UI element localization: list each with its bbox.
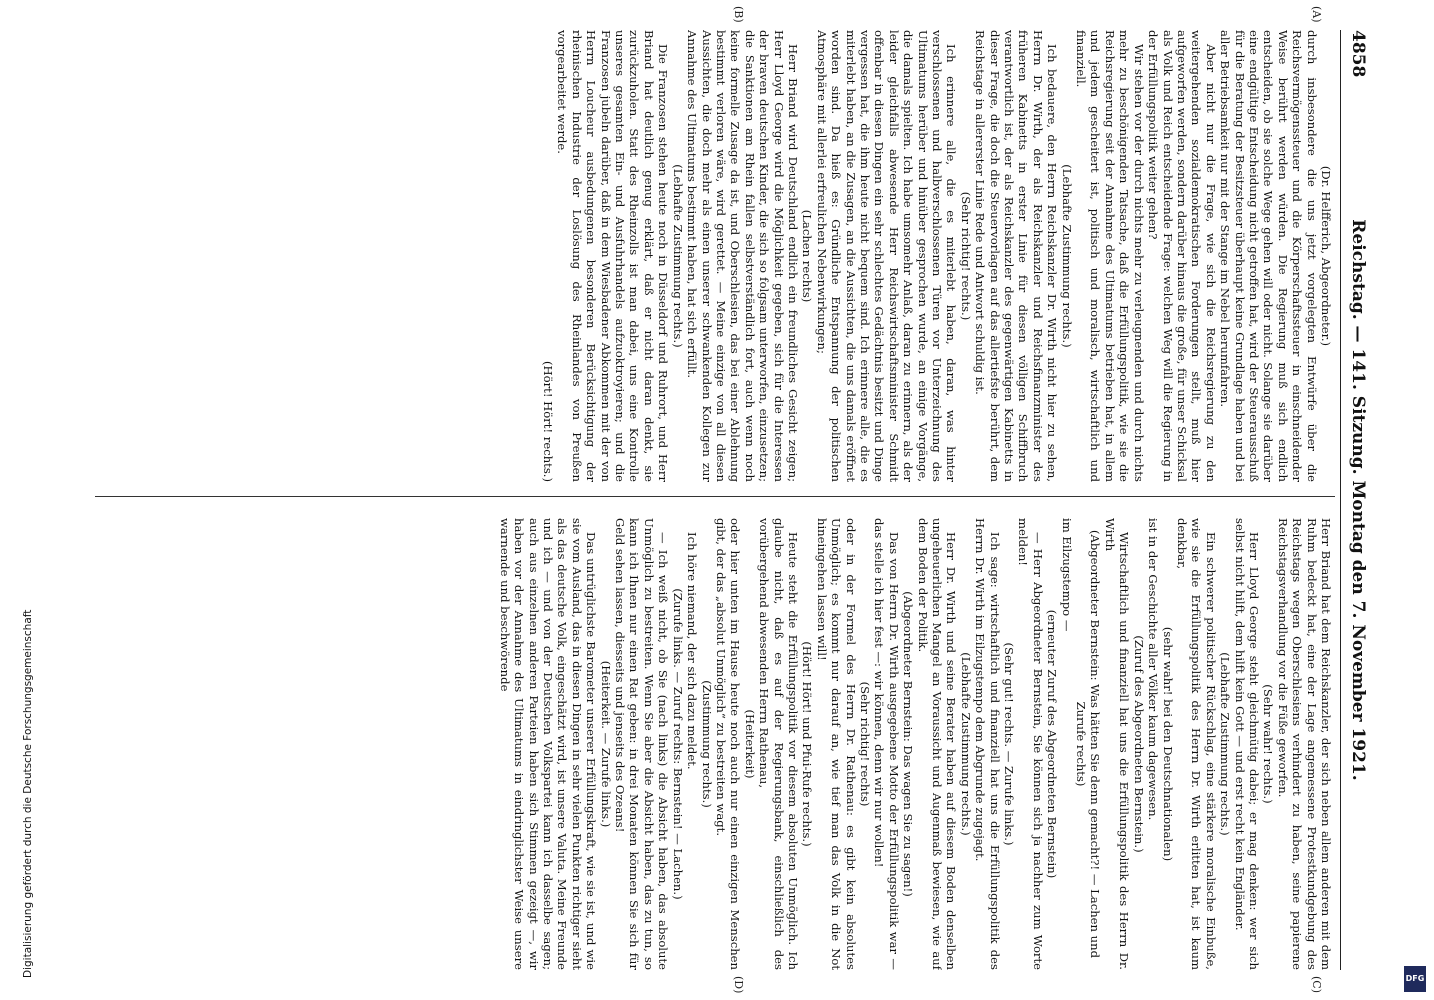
dfg-logo: DFG — [1404, 966, 1426, 992]
parliament-remark: (Heiterkeit. — Zurufe links.) — [598, 660, 613, 828]
page-number: 4858 — [1348, 30, 1368, 78]
parliament-remark: (Sehr richtig! rechts) — [858, 681, 872, 807]
speech-paragraph: Herr Briand hat dem Reichskanzler, der sich neben allem anderen mit dem Ruhm bedeckt hat, eine der Lage angemessene Protestkundgebung des Reichstags wegen Oberschlesiens verhindert zu haben, seine papierene Reichstagsverhandlung vor die Füße geworfen. — [1275, 518, 1333, 970]
speech-paragraph: Das von Herrn Dr. Wirth ausgegebene Motto der Erfüllungspolitik war — das stelle ich hier fest —: wir können, denn wir nur wollen! — [872, 518, 901, 970]
page-header — [1345, 30, 1371, 970]
speech-paragraph: durch insbesondere die uns jetzt vorgelegten Entwürfe über die Reichsvermögenssteuer und die Körperschaftssteuer in einschneidender Weise berührt werden würden. Die Regierung muß sich endlich entscheiden, ob sie solche Wege gehen will oder nicht. Solange sie darüber eine endgültige Entscheidung nicht getroffen hat, wird der Steuerausschuß für die Beratung der Besitzsteuer überhaupt keine Grundlage haben und bei aller Betriebsamkeit nur mit der Stange im Nebel herumfahren. — [1218, 30, 1319, 482]
parliament-remark: (Lebhafte Zustimmung rechts.) — [1059, 164, 1074, 348]
parliament-remark: (Dr. Helfferich, Abgeordneter.) — [1319, 165, 1333, 347]
margin-marker-a: (A) — [1310, 6, 1323, 23]
speech-paragraph: oder in der Formel des Herrn Dr. Rathenau: es gibt kein absolutes Unmöglich; es kommt nur darauf an, wie tief man das Volk in die Not hineingehen lassen will! — [814, 518, 858, 970]
speech-paragraph: Wir stehen vor der durch nichts mehr zu verleugnenden und durch nichts mehr zu beschönigenden Tatsache, daß die Erfüllungspolitik, wie sie die Reichsregierung seit der Annahme des Ultimatums betrieben hat, in allem und jedem gescheitert ist, politisch und moralisch, wirtschaftlich und finanziell. — [1074, 30, 1146, 482]
digitization-footer — [1398, 20, 1428, 980]
speech-paragraph: Ich höre niemand, der sich dazu meldet. — [685, 532, 700, 770]
parliament-remark: (Sehr gut! rechts. — Zurufe links.) — [1002, 642, 1017, 846]
speech-paragraph: im Eilzugstempo — — [1059, 518, 1074, 632]
parliament-remark: (Hört! Hört! rechts.) — [541, 361, 556, 482]
speech-paragraph: Ein schwerer politischer Rückschlag, eine stärkere moralische Einbuße, wie sie die Erfüllungspolitik des Herrn Dr. Wirth erlitten hat, ist kaum denkbar, — [1174, 518, 1218, 970]
margin-marker-b: (B) — [732, 6, 745, 23]
speech-paragraph: Herr Dr. Wirth und seine Berater haben auf diesem Boden denselben ungeheuerlichen Mangel an Voraussicht und Augenmaß bewiesen, wie auf dem Boden der Politik. — [915, 518, 959, 970]
parliament-remark: (sehr wahr! bei den Deutschnationalen) — [1160, 626, 1175, 862]
speech-paragraph: — Herr Abgeordneter Bernstein, Sie können sich ja nachher zum Worte melden! — [1016, 518, 1045, 970]
speech-paragraph: Aber nicht nur die Frage, wie sich die Reichsregierung zu den weitergehenden sozialdemokratischen Forderungen stellt, muß hier aufgeworfen werden, sondern darüber hinaus die große, für unser Schicksal als Volk und Reich entscheidende Frage: welchen Weg will die Regierung in der Erfüllungspolitik weiter gehen? — [1146, 30, 1218, 482]
speech-paragraph: Ich sage: wirtschaftlich und finanziell hat uns die Erfüllungspolitik des Herrn Dr. Wirth im Eilzugstempo dem Abgrunde zugejagt. — [973, 518, 1002, 970]
header-rule — [1340, 30, 1341, 970]
speech-paragraph: Das untrüglichste Barometer unserer Erfüllungskraft, wie sie ist, und wie sie vom Ausland, das in diesen Dingen in sehr vielen Punkten richtiger sieht als das deutsche Volk, eingeschätzt wird, ist unsere Valuta. Meine Freunde und ich — und von der Deutschen Volkspartei kann ich dasselbe sagen; auch aus einzelnen anderen Parteien haben sich Stimmen gezeigt —, wir haben vor der Annahme des Ultimatums in eindringlichster Weise unsere warnende und beschwörende — [497, 518, 599, 970]
speech-paragraph: Herr Briand wird Deutschland endlich ein freundliches Gesicht zeigen; Herr Lloyd George wird die Möglichkeit gegeben, sich für die Interessen der braven deutschen Kinder, die sich so folgsam unterworfen, einzusetzen; die Sanktionen am Rhein fallen selbstverständlich fort, auch wenn noch keine formelle Zusage da ist, und Oberschlesien, das bei einer Ablehnung bestimmt verloren wäre, wird gerettet. — Meine einzige von all diesen Aussichten, die doch mehr als einen unserer schwankenden Kollegen zur Annahme des Ultimatums bestimmt haben, hat sich erfüllt. — [685, 30, 800, 482]
speech-paragraph: Wirtschaftlich und finanziell hat uns die Erfüllungspolitik des Herrn Dr. Wirth — [1102, 518, 1132, 970]
parliament-remark: (Sehr richtig! rechts.) — [958, 191, 973, 321]
parliament-remark: (erneuter Zuruf des Abgeordneten Bernstein) — [1045, 609, 1060, 879]
right-text-column — [113, 518, 1333, 970]
margin-marker-d: (D) — [732, 976, 745, 994]
parliament-remark: (Lebhafte Zustimmung rechts.) — [1218, 652, 1233, 836]
speech-paragraph: — Ich weiß nicht, ob Sie (nach links) die Absicht haben, das absolute Unmöglich zu bestreiten. Wenn Sie aber die Absicht haben, das zu tun, so kann ich Ihnen nur einen Rat geben: in drei Monaten können Sie sich für Geld sehen lassen, diesseits und jenseits des Ozeans! — [613, 518, 671, 970]
speech-paragraph: Ich bedauere, den Herrn Reichskanzler Dr. Wirth nicht hier zu sehen, Herrn Dr. Wirth, der als Reichskanzler und Reichsfinanzminister des früheren Kabinetts in erster Linie für diesen völligen Schiffbruch verantwortlich ist, der als Reichskanzler des gegenwärtigen Kabinetts in dieser Frage, die doch die Steuervorlagen auf das allertiefste berührt, dem Reichstage in allererster Linie Rede und Antwort schuldig ist. — [973, 30, 1060, 482]
parliament-remark: (Zurufe links. — Zuruf rechts: Bernstein! — Lachen.) — [670, 588, 685, 900]
speech-paragraph: Die Franzosen stehen heute noch in Düsseldorf und Ruhrort, und Herr Briand hat deutlich genug erklärt, daß er nicht daran denkt, sie zurückzuholen. Statt des Rheinzolls ist man dabei, uns eine Kontrolle unseres gesamten Ein- und Ausfuhrhandels aufzuoktroyieren; und die Franzosen jubeln darüber, daß in dem Wiesbadener Abkommen mit der von Herrn Loucheur ausbedungenen besonderen Berücksichtigung der rheinischen Industrie der Loslösung des Rheinlandes von Preußen vorgearbeitet werde. — [555, 30, 671, 482]
parliament-remark: (Lachen rechts) — [800, 209, 815, 303]
parliament-remark: (Sehr wahr! rechts.) — [1261, 684, 1276, 804]
margin-marker-c: (C) — [1310, 976, 1323, 993]
speech-paragraph: Herr Lloyd George steht gleichmütig dabei; er mag denken: wer sich selbst nicht hilft, dem hilft kein Gott — und erst recht kein Engländer. — [1232, 518, 1261, 970]
left-text-column — [113, 30, 1333, 482]
rotated-document-page — [85, 0, 1385, 1000]
speech-paragraph: Heute steht die Erfüllungspolitik vor diesem absoluten Unmöglich. Ich glaube nicht, daß es auf der Regierungsbank, einschließlich des vorübergehend abwesenden Herrn Rathenau, — [757, 518, 800, 970]
parliament-remark: (Heiterkeit) — [742, 709, 757, 779]
digitization-credit: Digitalisierung gefördert durch die Deutsche Forschungsgemeinschaft — [22, 609, 34, 978]
speech-paragraph: Ich erinnere alle, die es miterlebt haben, daran, was hinter verschlossenen und halbverschlossenen Türen vor Unterzeichnung des Ultimatums herüber und hinüber gesprochen wurde, an einige Vorgänge, die damals spielten. Ich habe umsomehr Anlaß, daran zu erinnern, als der leider gleichfalls abwesende Herr Reichswirtschaftsminister Schmidt offenbar in diesen Dingen ein sehr schlechtes Gedächtnis besitzt und Dinge vergessen hat, die ihm heute nicht bequem sind. Ich erinnere alle, die es miterlebt haben, an die Zusagen, an die Aussichten, die uns damals eröffnet worden sind. Da hieß es: Gründliche Entspannung der politischen Atmosphäre mit allerlei erfreulichen Nebenwirkungen; — [814, 30, 959, 482]
speech-paragraph: oder hier unten im Hause heute noch auch nur einen einzigen Menschen gibt, der das „absolut Unmöglich“ zu bestreiten wagt. — [713, 518, 743, 970]
parliament-remark: (Abgeordneter Bernstein: Was hätten Sie denn gemacht?! — Lachen und Zurufe rechts) — [1074, 529, 1103, 959]
speech-paragraph: ist in der Geschichte aller Völker kaum dagewesen. — [1146, 518, 1161, 821]
parliament-remark: (Lebhafte Zustimmung rechts.) — [958, 652, 973, 836]
parliament-remark: (Hört! Hört! und Pfui-Rufe rechts.) — [800, 641, 815, 847]
parliament-remark: (Zuruf des Abgeordneten Bernstein.) — [1131, 635, 1146, 853]
column-divider — [95, 496, 1335, 497]
parliament-remark: (Zustimmung rechts.) — [699, 680, 714, 808]
parliament-remark: (Lebhafte Zustimmung rechts.) — [670, 164, 685, 348]
parliament-remark: (Abgeordneter Bernstein: Das wagen Sie zu sagen!) — [901, 591, 916, 897]
running-title: Reichstag. — 141. Sitzung. Montag den 7. November 1921. — [1348, 219, 1368, 781]
